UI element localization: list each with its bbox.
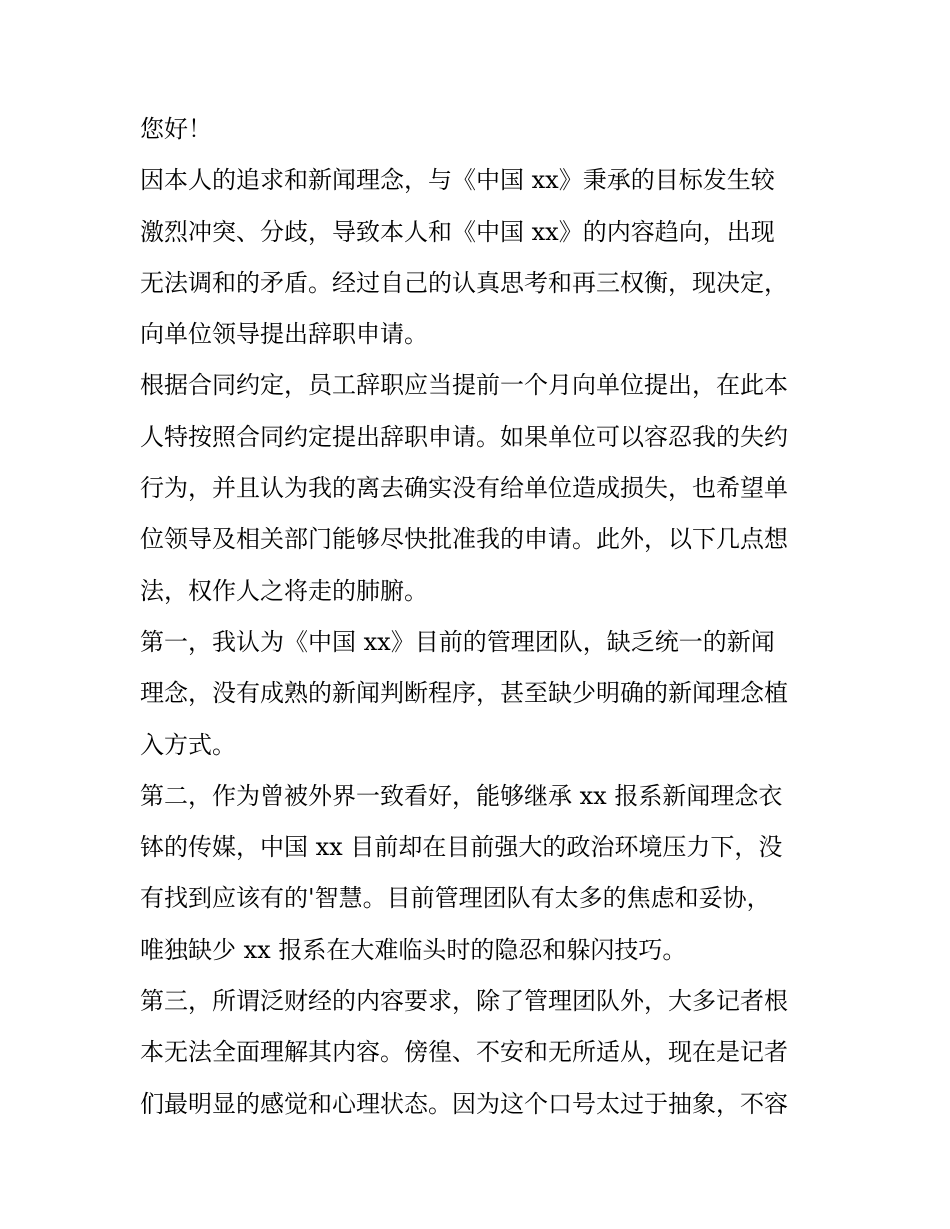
text-line: 第三，所谓泛财经的内容要求，除了管理团队外，大多记者根 (140, 987, 788, 1016)
text-line: 唯独缺少 xx 报系在大难临头时的隐忍和躲闪技巧。 (140, 935, 687, 964)
text-line: 钵的传媒，中国 xx 目前却在目前强大的政治环境压力下，没 (140, 833, 783, 862)
text-line: 您好！ (140, 115, 212, 143)
text-line: 法，权作人之将走的肺腑。 (140, 576, 428, 605)
text-line: 行为，并且认为我的离去确实没有给单位造成损失，也希望单 (140, 474, 788, 503)
text-line: 因本人的追求和新闻理念，与《中国 xx》秉承的目标发生较 (140, 166, 775, 195)
letter-body (140, 104, 830, 1130)
text-line: 本无法全面理解其内容。傍徨、不安和无所适从，现在是记者 (140, 1038, 788, 1067)
text-line: 入方式。 (140, 730, 236, 759)
text-line: 第一，我认为《中国 xx》目前的管理团队，缺乏统一的新闻 (140, 627, 775, 656)
text-line: 第二，作为曾被外界一致看好，能够继承 xx 报系新闻理念衣 (140, 781, 783, 810)
text-line: 无法调和的矛盾。经过自己的认真思考和再三权衡，现决定， (140, 268, 788, 297)
text-line: 们最明显的感觉和心理状态。因为这个口号太过于抽象，不容 (140, 1089, 788, 1118)
text-line: 有找到应该有的'智慧。目前管理团队有太多的焦虑和妥协， (140, 884, 771, 913)
text-line: 位领导及相关部门能够尽快批准我的申请。此外，以下几点想 (140, 525, 788, 554)
text-line: 根据合同约定，员工辞职应当提前一个月向单位提出，在此本 (140, 371, 788, 400)
text-line: 激烈冲突、分歧，导致本人和《中国 xx》的内容趋向，出现 (140, 217, 775, 246)
text-line: 理念，没有成熟的新闻判断程序，甚至缺少明确的新闻理念植 (140, 679, 788, 708)
text-line: 人特按照合同约定提出辞职申请。如果单位可以容忍我的失约 (140, 422, 788, 451)
text-line: 向单位领导提出辞职申请。 (140, 320, 428, 349)
